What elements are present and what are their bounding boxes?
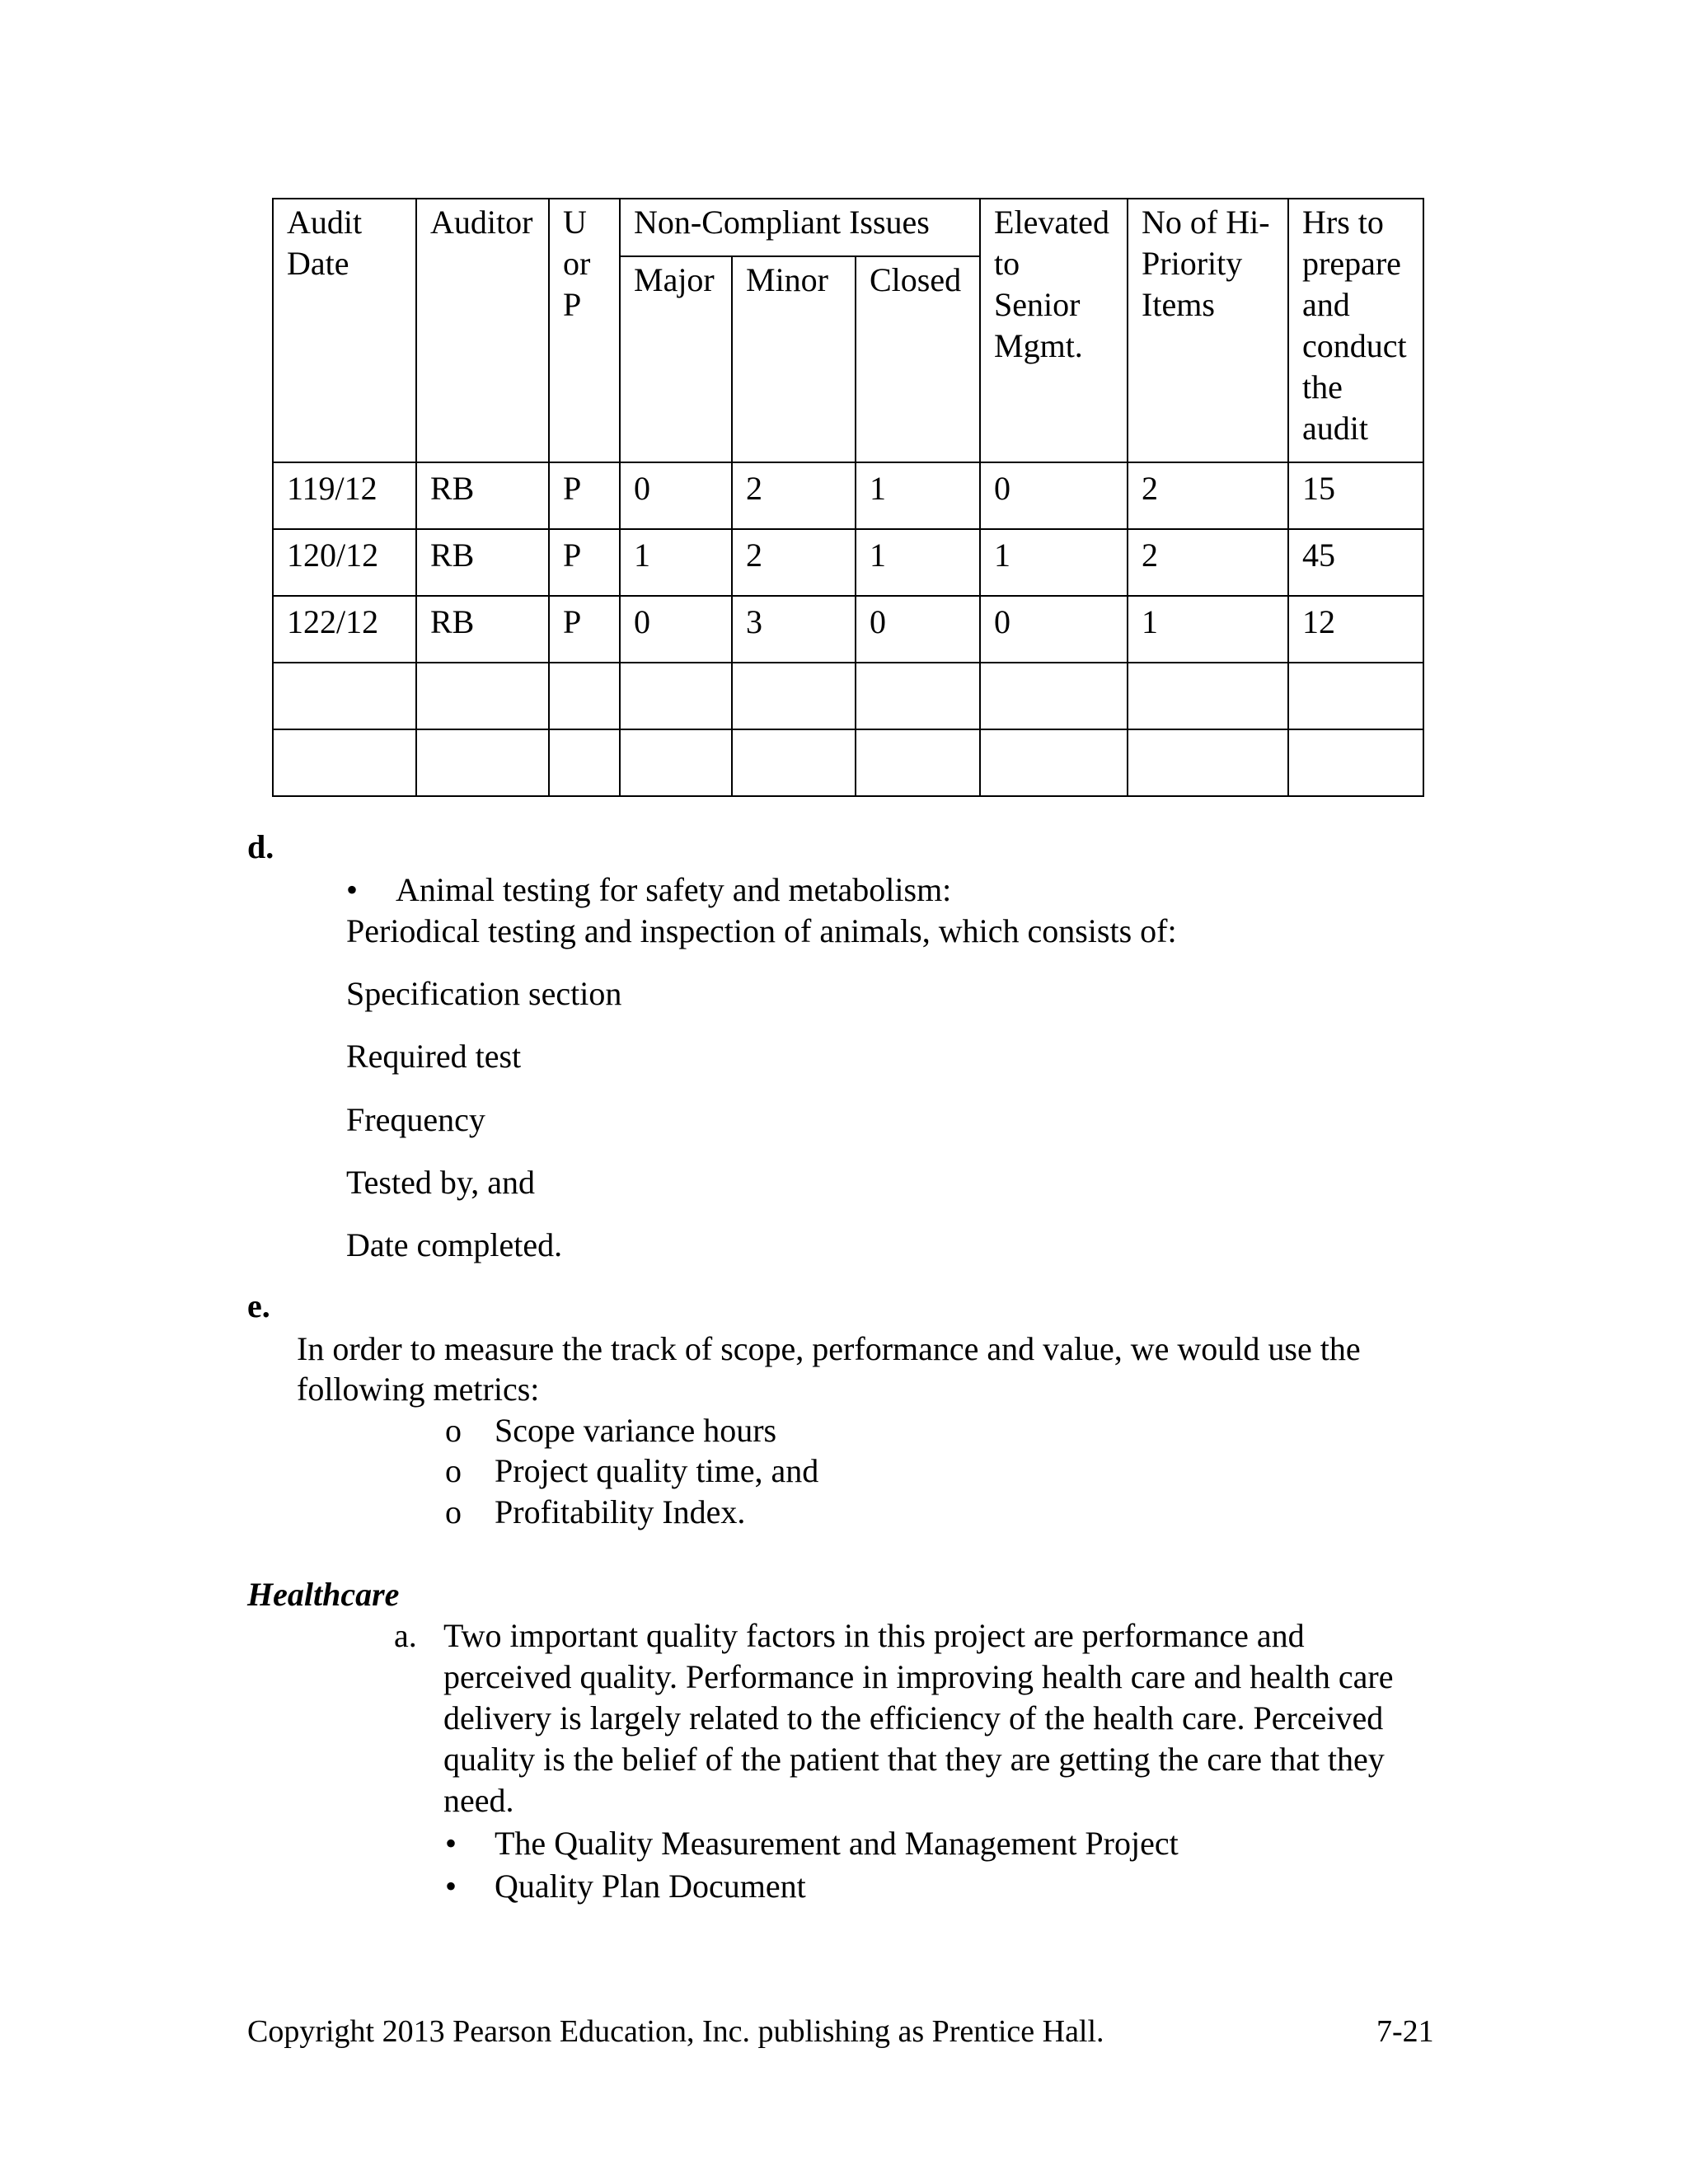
table-cell: 0 — [620, 462, 732, 529]
bullet-icon: • — [445, 1825, 457, 1862]
table-cell: 2 — [1128, 462, 1288, 529]
section-e-label: e. — [247, 1287, 270, 1324]
list-item — [445, 1866, 806, 1907]
table-cell: 1 — [856, 462, 980, 529]
table-cell — [1288, 663, 1423, 729]
list-item — [445, 1451, 818, 1492]
header-auditor: Auditor — [416, 199, 549, 462]
header-audit-date: Audit Date — [273, 199, 416, 462]
table-cell: RB — [416, 462, 549, 529]
table-cell: 1 — [980, 529, 1128, 596]
table-cell — [980, 729, 1128, 796]
table-cell: P — [549, 596, 620, 663]
paragraph-line: Two important quality factors in this project are performance and — [443, 1617, 1305, 1654]
bullet-icon: • — [346, 871, 359, 908]
bullet-text: The Quality Measurement and Management Project — [495, 1825, 1179, 1862]
table-cell: 45 — [1288, 529, 1423, 596]
healthcare-heading: Healthcare — [247, 1576, 400, 1613]
table-row — [273, 729, 1423, 796]
table-cell: 0 — [856, 596, 980, 663]
metric-text: Scope variance hours — [495, 1412, 777, 1449]
table-cell — [980, 663, 1128, 729]
table-row — [273, 462, 1423, 529]
table-cell — [1288, 729, 1423, 796]
table-cell: 120/12 — [273, 529, 416, 596]
table-cell: 0 — [980, 596, 1128, 663]
bullet-icon: • — [445, 1868, 457, 1905]
table-cell — [620, 729, 732, 796]
header-hi-priority: No of Hi- Priority Items — [1128, 199, 1288, 462]
table-cell: 2 — [732, 529, 856, 596]
table-cell: 1 — [856, 529, 980, 596]
table-row — [273, 663, 1423, 729]
table-cell — [856, 729, 980, 796]
section-d-bullet — [346, 869, 951, 911]
circle-bullet-icon: o — [445, 1452, 462, 1489]
table-cell: 12 — [1288, 596, 1423, 663]
paragraph-line: delivery is largely related to the efficiency of the health care. Perceived — [443, 1699, 1384, 1736]
table-cell — [732, 729, 856, 796]
table-cell — [273, 663, 416, 729]
list-item — [445, 1410, 776, 1451]
table-cell: 122/12 — [273, 596, 416, 663]
list-item: Date completed. — [346, 1226, 563, 1263]
paragraph-line: perceived quality. Performance in improving health care and health care — [443, 1658, 1394, 1695]
table-cell: 0 — [620, 596, 732, 663]
header-closed: Closed — [856, 256, 980, 462]
table-cell — [416, 729, 549, 796]
paragraph-line: need. — [443, 1782, 514, 1819]
list-item: Specification section — [346, 975, 622, 1012]
header-u-or-p: U or P — [549, 199, 620, 462]
metric-text: Project quality time, and — [495, 1452, 819, 1489]
page-number: 7-21 — [1376, 2014, 1434, 2049]
paragraph-line: quality is the belief of the patient that they are getting the care that they — [443, 1741, 1385, 1778]
table-cell — [549, 729, 620, 796]
footer-copyright: Copyright 2013 Pearson Education, Inc. publishing as Prentice Hall. — [247, 2014, 1104, 2049]
header-major: Major — [620, 256, 732, 462]
table-cell — [416, 663, 549, 729]
header-hrs: Hrs to prepare and conduct the audit — [1288, 199, 1423, 462]
bullet-text: Quality Plan Document — [495, 1868, 806, 1905]
metric-text: Profitability Index. — [495, 1493, 746, 1530]
circle-bullet-icon: o — [445, 1412, 462, 1449]
section-d-intro: Periodical testing and inspection of animals, which consists of: — [346, 912, 1177, 949]
table-cell: P — [549, 462, 620, 529]
table-cell: 2 — [1128, 529, 1288, 596]
healthcare-item-a-text — [443, 1615, 1393, 1821]
table-row — [273, 529, 1423, 596]
table-cell — [732, 663, 856, 729]
list-item: Frequency — [346, 1101, 485, 1138]
header-elevated: Elevated to Senior Mgmt. — [980, 199, 1128, 462]
circle-bullet-icon: o — [445, 1493, 462, 1530]
section-e-paragraph-line-2: following metrics: — [297, 1371, 540, 1408]
table-cell — [1128, 729, 1288, 796]
table-cell — [549, 663, 620, 729]
table-cell — [620, 663, 732, 729]
table-cell — [856, 663, 980, 729]
table-cell — [1128, 663, 1288, 729]
table-cell — [273, 729, 416, 796]
table-cell: 119/12 — [273, 462, 416, 529]
list-item — [445, 1492, 745, 1533]
list-item: Tested by, and — [346, 1164, 535, 1201]
table-cell: 15 — [1288, 462, 1423, 529]
table-cell: RB — [416, 529, 549, 596]
table-cell: 0 — [980, 462, 1128, 529]
table-cell: P — [549, 529, 620, 596]
list-item — [445, 1823, 1179, 1864]
table-cell: 2 — [732, 462, 856, 529]
section-d-bullet-text: Animal testing for safety and metabolism: — [396, 871, 952, 908]
healthcare-item-a-label: a. — [394, 1617, 417, 1654]
audit-table — [272, 198, 1424, 797]
section-e-paragraph-line-1: In order to measure the track of scope, performance and value, we would use the — [297, 1330, 1361, 1367]
table-cell: 3 — [732, 596, 856, 663]
header-non-compliant-issues: Non-Compliant Issues — [620, 199, 980, 256]
table-cell: RB — [416, 596, 549, 663]
table-cell: 1 — [1128, 596, 1288, 663]
table-row — [273, 596, 1423, 663]
list-item: Required test — [346, 1038, 522, 1075]
section-d-label: d. — [247, 828, 274, 865]
table-cell: 1 — [620, 529, 732, 596]
header-minor: Minor — [732, 256, 856, 462]
